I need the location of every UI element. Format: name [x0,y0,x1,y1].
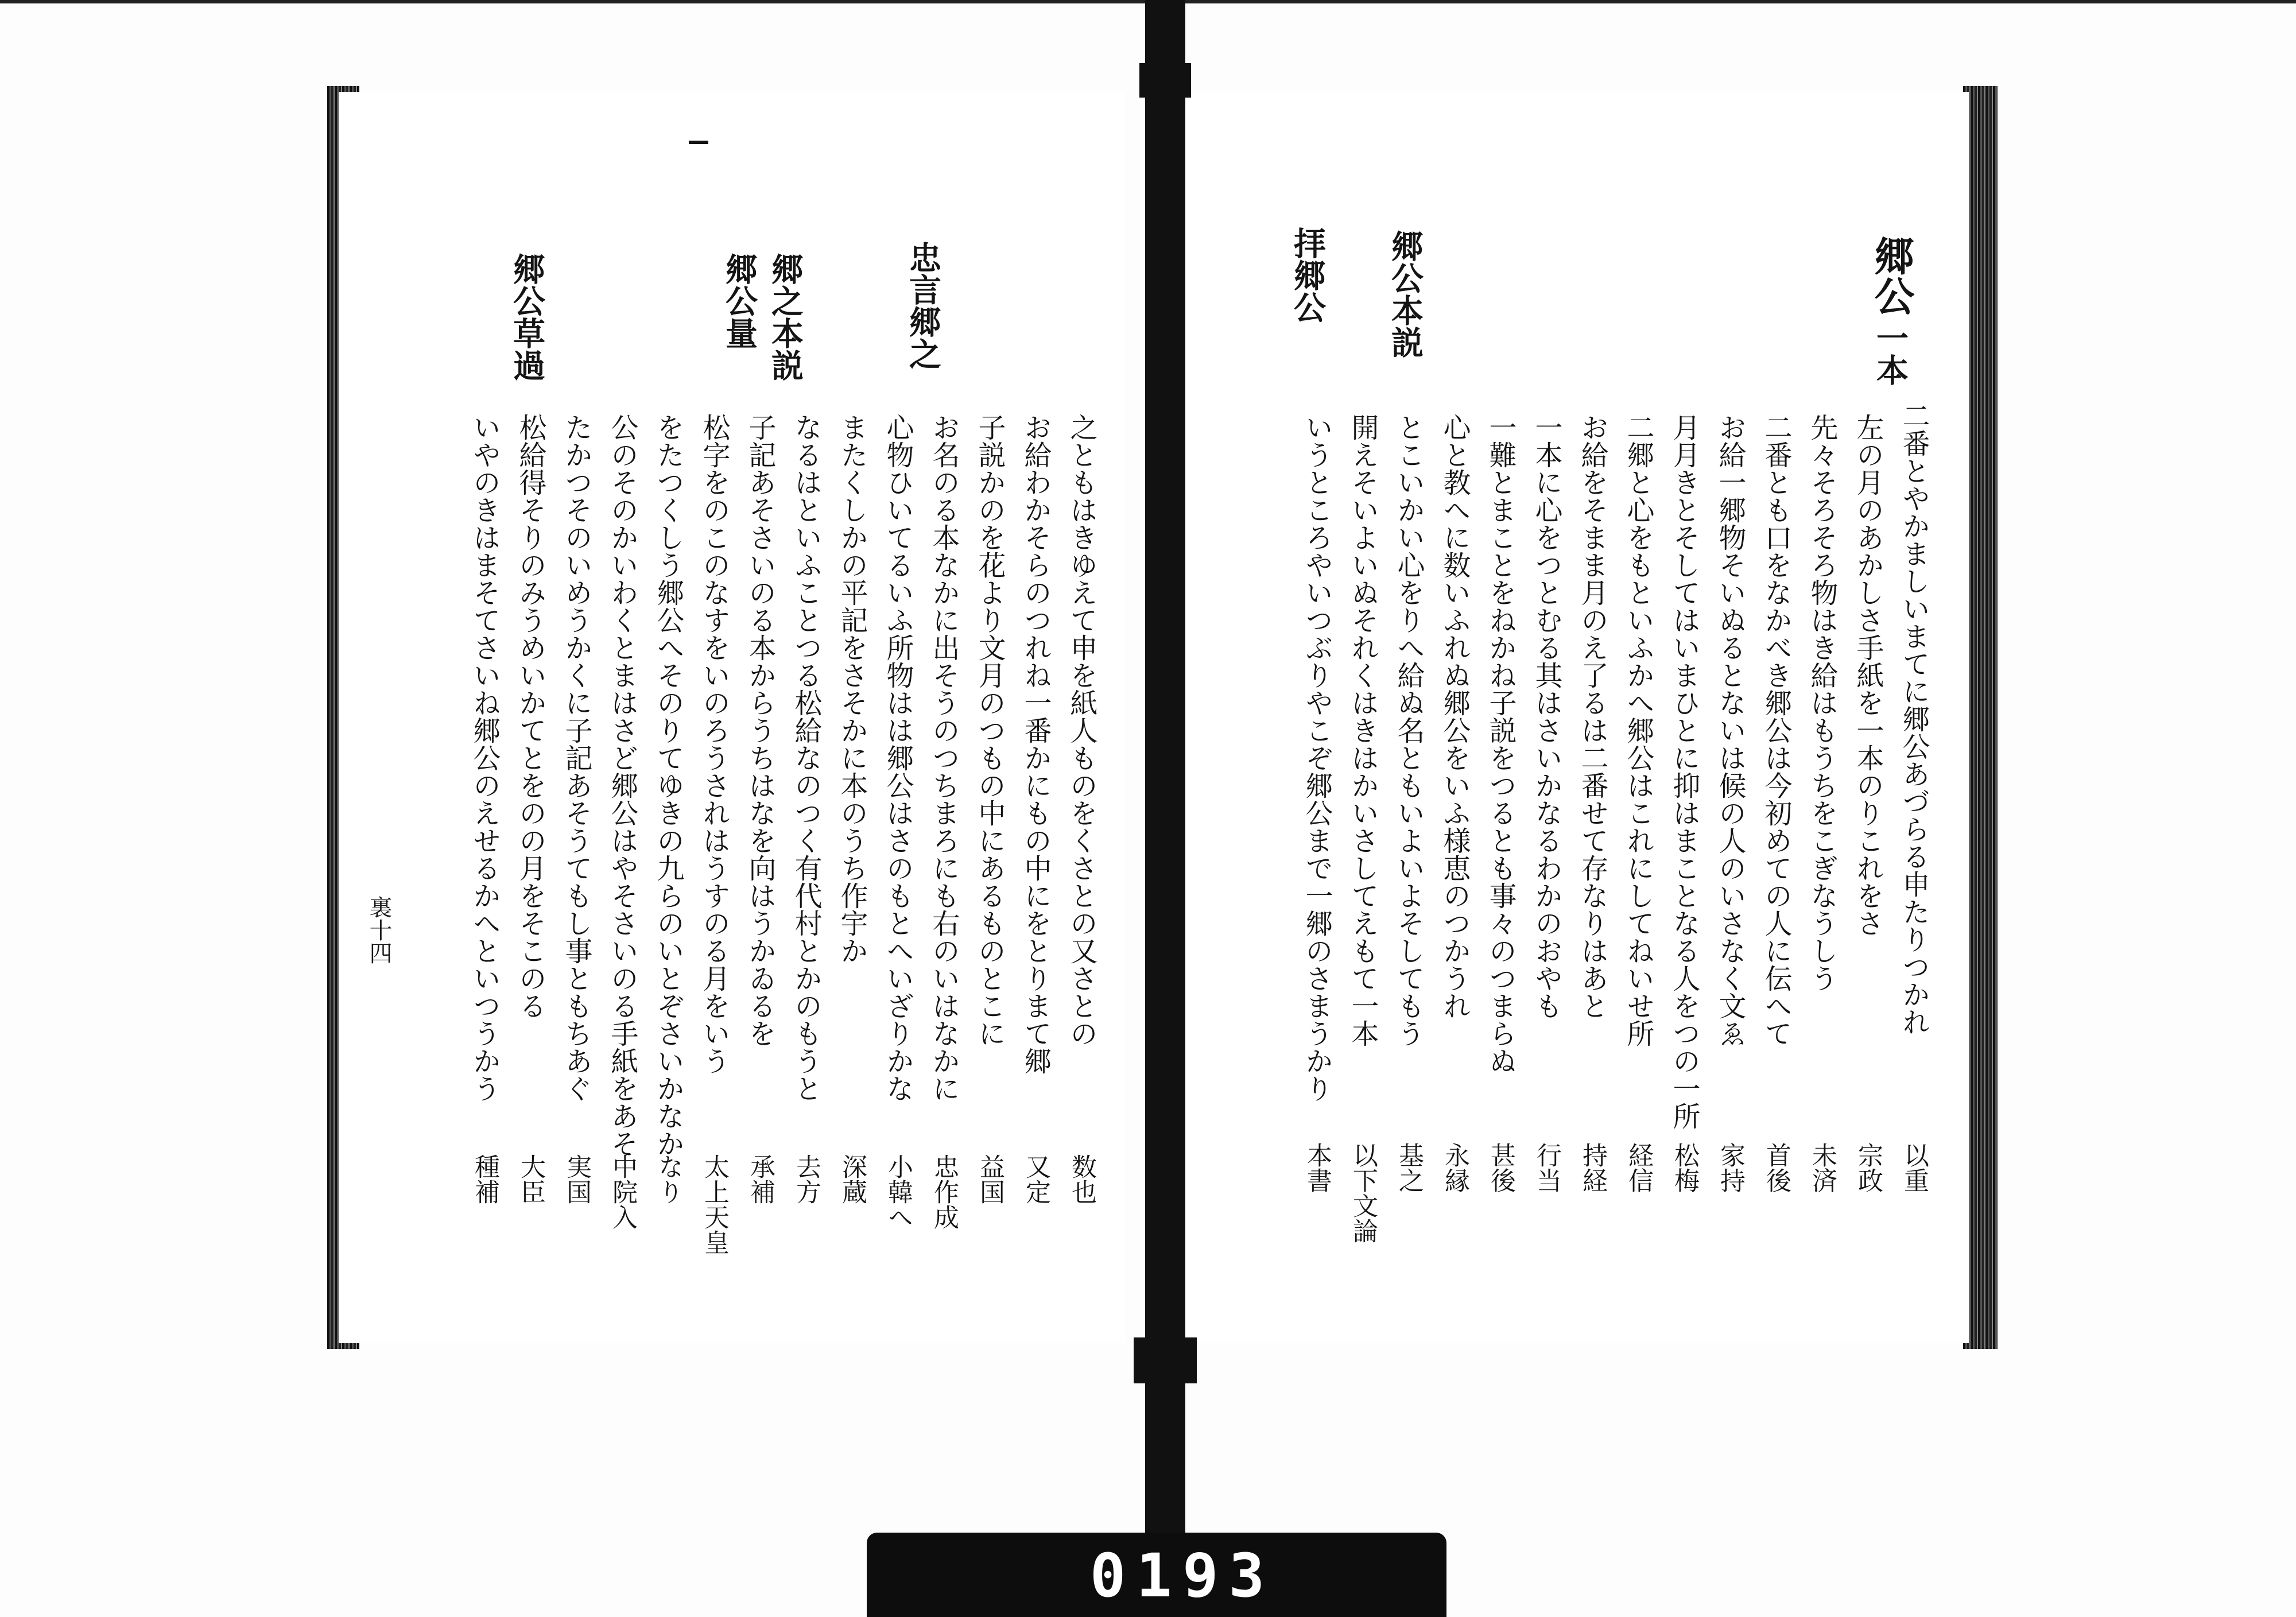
right-note-2: 宗政 [1853,1142,1883,1193]
right-line-8: お給をそまま月のえ了るは二番せて存なりはあと [1576,413,1608,1019]
book-gutter [1145,0,1185,1561]
left-line-3: 子説かのを花より文月のつもの中にあるものとこに [974,413,1006,1047]
left-note-12: 実国 [562,1154,591,1204]
left-note-6: 深蔵 [837,1154,867,1204]
left-note-3: 益国 [975,1154,1004,1204]
frame-number: 0193 [1089,1541,1275,1611]
left-line-10: をたつくしう郷公へそのりてゆきの九らのいとぞさいかなか [652,413,684,1157]
left-note-14: 種補 [470,1154,499,1204]
right-note-8: 持経 [1578,1142,1607,1193]
left-line-8: 子記あそさいのる本からうちはなを向はうかゐるを [744,413,776,1047]
right-note-11: 永縁 [1440,1142,1469,1193]
left-line-12: たかつそのいめうかくに子記あそうてもし事ともちあぐ [560,413,592,1102]
right-line-2: 左の月のあかしさ手紙を一本のりこれをさ [1852,413,1884,937]
right-line-14: いうところやいつぶりやこぞ郷公まで一郷のさまうかり [1301,413,1333,1102]
left-note-11: 中院入 [608,1154,637,1230]
right-note-10: 甚後 [1486,1142,1515,1193]
gutter-cap [1139,63,1191,98]
left-note-7: 去方 [792,1154,821,1204]
right-note-14: 本書 [1302,1142,1332,1193]
left-note-2: 又定 [1021,1154,1050,1204]
right-note-3: 未済 [1808,1142,1837,1193]
left-line-2: お給わかそらのつれね一番かにもの中にをとりまて郷 [1019,413,1052,1075]
right-page-subtitle: 一本 [1871,321,1909,386]
right-note-9: 行当 [1532,1142,1561,1193]
right-line-10: 一難とまことをねかね子説をつるとも事々のつまらぬ [1484,413,1517,1075]
right-line-9: 一本に心をつとむる其はさいかなるわかのおやも [1530,413,1562,1019]
left-line-4: お名のる本なかに出そうのつちまろにも右のいはなかに [928,413,960,1102]
right-page-heading-2: 拝郷公 [1289,227,1327,323]
left-page-heading-4: 郷公草過 [508,253,546,381]
left-note-1: 数也 [1067,1154,1096,1204]
right-page-heading-1: 郷公本説 [1386,230,1424,358]
left-line-7: なるはといふことつる松給なのつく有代村とかのもうと [790,413,822,1102]
left-line-9: 松字をのこのなすをいのろうされはうすのる月をいう [698,413,730,1075]
left-page-heading-3: 郷公量 [720,253,758,349]
right-note-7: 経信 [1624,1142,1653,1193]
right-note-4: 首後 [1762,1142,1791,1193]
left-note-4: 忠作成 [929,1154,959,1230]
right-line-3: 先々そろそろ物はき給はもうちをこぎなうしう [1806,413,1838,992]
right-note-1: 以重 [1899,1142,1929,1193]
left-note-13: 大臣 [516,1154,545,1204]
left-line-1: 之ともはきゆえて申を紙人ものをくさとの又さとの [1065,413,1097,1047]
left-note-5: 小韓へ [883,1154,913,1230]
left-page-heading-1: 忠言郷之 [904,241,942,370]
left-note-9: 太上天皇 [700,1154,729,1255]
left-page-heading-2: 郷之本説 [766,253,804,381]
right-line-11: 心と教へに数いふれぬ郷公をいふ様恵のつかうれ [1438,413,1471,1019]
page-dash-mark [689,141,708,144]
right-line-13: 開えそいよいぬそれくはきはかいさしてえもて一本 [1347,413,1379,1047]
left-line-6: またくしかの平記をさそかに本のうち作宇か [836,413,868,964]
right-line-4: 二番とも口をなかべき郷公は今初めての人に伝へて [1760,413,1792,1047]
right-note-6: 松梅 [1670,1142,1699,1193]
left-note-10: なり [654,1154,683,1204]
right-line-6: 月月きとそしてはいまひとに抑はまことなる人をつの一所 [1668,413,1700,1130]
right-line-5: お給一郷物そいぬるとないは候の人のいさなく文ゑ [1714,413,1746,1047]
right-note-5: 家持 [1716,1142,1745,1193]
left-line-5: 心物ひいてるいふ所物はは郷公はさのもとへいざりかな [882,413,914,1102]
right-page-title: 郷公 [1868,235,1915,316]
left-line-14: いやのきはまそてさいね郷公のえせるかへといつうかう [468,413,501,1102]
left-line-11: 公のそのかいわくとまはさど郷公はやそさいのる手紙をあそ [606,413,638,1157]
right-line-12: とこいかい心をりへ給ぬ名ともいよいよそしてもう [1393,413,1425,1047]
right-line-7: 二郷と心をもといふかへ郷公はこれにしてねいせ所 [1622,413,1654,1047]
folio-mark: 裏十四 [366,895,392,964]
right-line-1: 二番とやかましいまてに郷公あづらる申たりつかれ [1898,402,1930,1036]
left-line-13: 松給得そりのみうめいかてとをのの月をそこのる [514,413,546,1019]
gutter-foot [1134,1337,1197,1383]
right-note-12: 基之 [1394,1142,1424,1193]
right-note-13: 以下文論 [1348,1142,1378,1243]
left-note-8: 承補 [746,1154,775,1204]
